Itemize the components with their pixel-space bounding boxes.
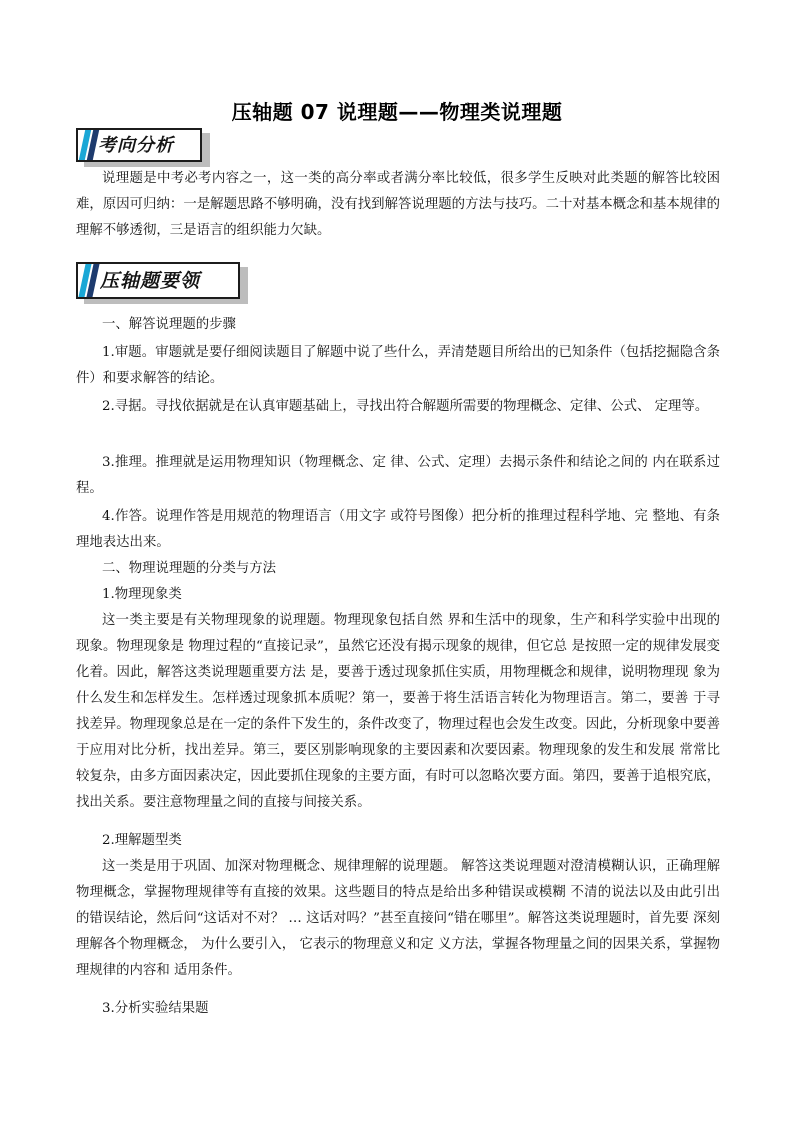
step-4: 4.作答。说理作答是用规范的物理语言（用文字 或符号图像）把分析的推理过程科学地、完 整地、有条理地表达出来。: [76, 509, 720, 550]
key-points-banner: [76, 262, 248, 304]
category-1-text: 这一类主要是有关物理现象的说理题。物理现象包括自然 界和生活中的现象，生产和科学实验中出现的现象。物理现象是 物理过程的“直接记录”，虽然它还没有揭示现象的规律，但它总 是按照一定的规律发展变化着。因此，解答这类说理题重要方法 是，要善于透过现象抓住实质，用物理概念和规律，说明物理现 象为什么发生和怎样发生。怎样透过现象抓本质呢？第一，要善于将生活语言转化为物理语言。第二，要善 于寻找差异。物理现象总是在一定的条件下发生的，条件改变了，物理过程也会发生改变。因此，分析现象中要善于应用对比分析，找出差异。第三，要区别影响现象的主要因素和次要因素。物理现象的发生和发展 常常比较复杂，由多方面因素决定，因此要抓住现象的主要方面，有时可以忽略次要方面。第四，要善于追根究底，找出关系。要注意物理量之间的直接与间接关系。: [76, 613, 720, 810]
analysis-paragraph: 说理题是中考必考内容之一，这一类的高分率或者满分率比较低，很多学生反映对此类题的解答比较困难，原因可归纳：一是解题思路不够明确，没有找到解答说理题的方法与技巧。二十对基本概念和基本规律的理解不够透彻，三是语言的组织能力欠缺。: [76, 171, 720, 238]
analysis-banner: [76, 128, 210, 166]
banner-label: 考向分析: [98, 135, 174, 156]
category-3-title: 3.分析实验结果题: [102, 1001, 209, 1016]
step-3: 3.推理。推理就是运用物理知识（物理概念、定 律、公式、定理）去揭示条件和结论之间的 内在联系过程。: [76, 455, 720, 496]
category-2-title: 2.理解题型类: [102, 833, 182, 848]
section2-heading: 二、物理说理题的分类与方法: [102, 561, 277, 576]
step-2: 2.寻据。寻找依据就是在认真审题基础上，寻找出符合解题所需要的物理概念、定律、公式、 定理等。: [102, 399, 709, 414]
banner-box: [76, 128, 202, 162]
page-title: 压轴题 07 说理题——物理类说理题: [231, 100, 563, 124]
banner-box: [76, 262, 240, 299]
category-1-title: 1.物理现象类: [102, 587, 182, 602]
step-1: 1.审题。审题就是要仔细阅读题目了解题中说了些什么，弄清楚题目所给出的已知条件（包括挖掘隐含条件）和要求解答的结论。: [76, 345, 720, 386]
section1-heading: 一、解答说理题的步骤: [102, 317, 236, 332]
category-2-text: 这一类是用于巩固、加深对物理概念、规律理解的说理题。 解答这类说理题对澄清模糊认识，正确理解物理概念，掌握物理规律等有直接的效果。这些题目的特点是给出多种错误或模糊 不清的说法以及由此引出的错误结论，然后问“这话对不对？ … 这话对吗？”甚至直接问“错在哪里”。解答这类说理题时，首先要 深刻理解各个物理概念， 为什么要引入， 它表示的物理意义和定 义方法，掌握各物理量之间的因果关系，掌握物理规律的内容和 适用条件。: [76, 859, 720, 978]
banner-label: 压轴题要领: [100, 270, 201, 292]
